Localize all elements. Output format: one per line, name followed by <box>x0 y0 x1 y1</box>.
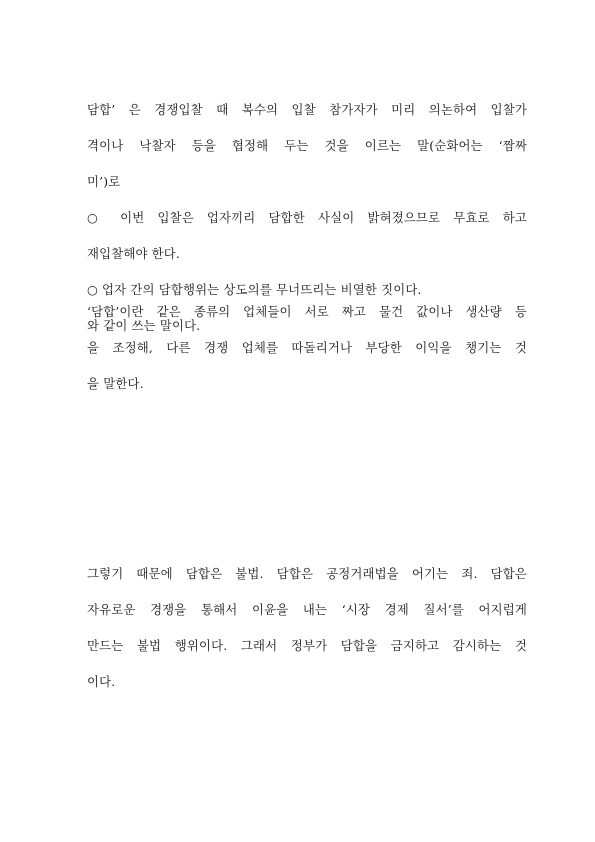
example-line: ○ 업자 간의 담합행위는 상도의를 무너뜨리는 비열한 짓이다. <box>87 282 422 297</box>
text-line: 자유로운 경쟁을 통해서 이윤을 내는 ‘시장 경제 질서’를 어지럽게 <box>87 602 527 617</box>
paragraph-explanation <box>87 303 527 411</box>
text-line: ‘담합’이란 같은 종류의 업체들이 서로 짜고 물건 값이나 생산량 등 <box>87 304 527 319</box>
text-line: 미’)로 <box>87 174 121 189</box>
text-line: 격이나 낙찰자 등을 협정해 두는 것을 이르는 말(순화어는 ‘짬짜 <box>87 138 527 153</box>
text-line: 그렇기 때문에 담합은 불법. 담합은 공정거래법을 어기는 죄. 담합은 <box>87 566 527 581</box>
text-line: 을 말한다. <box>87 376 144 391</box>
text-line: 이다. <box>87 674 116 689</box>
paragraph-illegality <box>87 565 527 709</box>
example-line: ○ 이번 입찰은 업자끼리 담합한 사실이 밝혀졌으므로 무효로 하고 <box>87 210 527 225</box>
text-line: 담합’ 은 경쟁입찰 때 복수의 입찰 참가자가 미리 의논하여 입찰가 <box>87 102 527 117</box>
text-line: 와 같이 쓰는 말이다. <box>87 318 201 333</box>
example-line: 재입찰해야 한다. <box>87 246 181 261</box>
text-line: 만드는 불법 행위이다. 그래서 정부가 담합을 금지하고 감시하는 것 <box>87 638 527 653</box>
text-line: 을 조정해, 다른 경쟁 업체를 따돌리거나 부당한 이익을 챙기는 것 <box>87 340 527 355</box>
